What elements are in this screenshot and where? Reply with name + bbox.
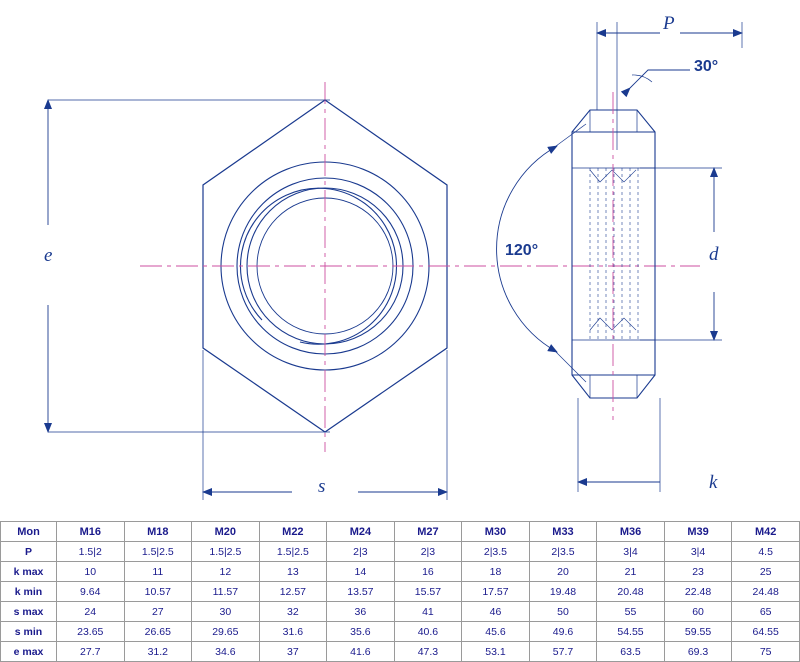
table-cell: 75	[732, 642, 800, 662]
table-cell: 41	[394, 602, 462, 622]
table-cell: 17.57	[462, 582, 530, 602]
dimension-p	[597, 22, 742, 150]
table-cell: 19.48	[529, 582, 597, 602]
spec-table-container	[0, 521, 800, 662]
table-cell: 26.65	[124, 622, 192, 642]
table-cell: 49.6	[529, 622, 597, 642]
table-cell: 21	[597, 562, 665, 582]
table-cell: 23	[664, 562, 732, 582]
table-cell: 55	[597, 602, 665, 622]
table-row	[1, 622, 800, 642]
table-cell: 34.6	[192, 642, 260, 662]
table-header-cell: M18	[124, 522, 192, 542]
table-header-cell: M27	[394, 522, 462, 542]
table-row-header: e max	[1, 642, 57, 662]
table-row	[1, 582, 800, 602]
table-cell: 12	[192, 562, 260, 582]
table-cell: 24.48	[732, 582, 800, 602]
table-cell: 15.57	[394, 582, 462, 602]
table-cell: 2|3.5	[462, 542, 530, 562]
table-cell: 11.57	[192, 582, 260, 602]
table-cell: 54.55	[597, 622, 665, 642]
table-cell: 2|3.5	[529, 542, 597, 562]
label-angle-30: 30°	[694, 58, 719, 75]
table-cell: 60	[664, 602, 732, 622]
table-header-row	[1, 522, 800, 542]
table-cell: 27.7	[57, 642, 125, 662]
table-row-header: s min	[1, 622, 57, 642]
table-cell: 25	[732, 562, 800, 582]
table-cell: 24	[57, 602, 125, 622]
table-header-cell: M22	[259, 522, 327, 542]
table-cell: 31.6	[259, 622, 327, 642]
table-cell: 46	[462, 602, 530, 622]
table-cell: 14	[327, 562, 395, 582]
label-k: k	[709, 472, 718, 493]
table-cell: 57.7	[529, 642, 597, 662]
side-view-nut	[572, 110, 655, 398]
table-cell: 40.6	[394, 622, 462, 642]
table-header-cell: M30	[462, 522, 530, 542]
table-row-header: P	[1, 542, 57, 562]
table-cell: 45.6	[462, 622, 530, 642]
table-cell: 35.6	[327, 622, 395, 642]
table-cell: 1.5|2.5	[259, 542, 327, 562]
table-cell: 37	[259, 642, 327, 662]
table-cell: 20.48	[597, 582, 665, 602]
table-header-cell: M39	[664, 522, 732, 542]
table-header-cell: M33	[529, 522, 597, 542]
table-header-cell: M16	[57, 522, 125, 542]
table-row	[1, 602, 800, 622]
front-view-centerlines	[140, 82, 700, 452]
spec-table	[0, 521, 800, 662]
table-cell: 13	[259, 562, 327, 582]
table-cell: 1.5|2.5	[192, 542, 260, 562]
label-d: d	[709, 244, 719, 265]
table-cell: 10.57	[124, 582, 192, 602]
table-header-cell: M36	[597, 522, 665, 542]
table-header-cell: M42	[732, 522, 800, 542]
table-cell: 36	[327, 602, 395, 622]
table-cell: 18	[462, 562, 530, 582]
table-row	[1, 542, 800, 562]
table-cell: 20	[529, 562, 597, 582]
table-cell: 9.64	[57, 582, 125, 602]
table-header-cell-corner: Mon	[1, 522, 57, 542]
table-cell: 59.55	[664, 622, 732, 642]
table-cell: 65	[732, 602, 800, 622]
table-row-header: s max	[1, 602, 57, 622]
table-cell: 11	[124, 562, 192, 582]
table-cell: 4.5	[732, 542, 800, 562]
table-cell: 27	[124, 602, 192, 622]
table-cell: 1.5|2.5	[124, 542, 192, 562]
thread-hatching	[590, 168, 638, 340]
table-cell: 69.3	[664, 642, 732, 662]
table-cell: 31.2	[124, 642, 192, 662]
table-row	[1, 562, 800, 582]
table-cell: 22.48	[664, 582, 732, 602]
table-row-header: k max	[1, 562, 57, 582]
table-cell: 50	[529, 602, 597, 622]
label-e: e	[44, 245, 53, 266]
table-cell: 64.55	[732, 622, 800, 642]
table-header-cell: M24	[327, 522, 395, 542]
table-cell: 3|4	[597, 542, 665, 562]
label-p: P	[663, 13, 675, 34]
table-cell: 2|3	[394, 542, 462, 562]
table-cell: 29.65	[192, 622, 260, 642]
table-cell: 23.65	[57, 622, 125, 642]
table-cell: 32	[259, 602, 327, 622]
table-cell: 53.1	[462, 642, 530, 662]
dimension-k	[578, 398, 660, 492]
label-angle-120: 120°	[505, 242, 539, 259]
angle-30-leader	[630, 70, 690, 88]
table-cell: 10	[57, 562, 125, 582]
label-s: s	[318, 476, 326, 497]
table-cell: 13.57	[327, 582, 395, 602]
table-header-cell: M20	[192, 522, 260, 542]
table-cell: 47.3	[394, 642, 462, 662]
table-cell: 2|3	[327, 542, 395, 562]
table-cell: 12.57	[259, 582, 327, 602]
table-cell: 41.6	[327, 642, 395, 662]
table-cell: 1.5|2	[57, 542, 125, 562]
table-cell: 3|4	[664, 542, 732, 562]
table-cell: 30	[192, 602, 260, 622]
table-row-header: k min	[1, 582, 57, 602]
table-cell: 63.5	[597, 642, 665, 662]
table-cell: 16	[394, 562, 462, 582]
